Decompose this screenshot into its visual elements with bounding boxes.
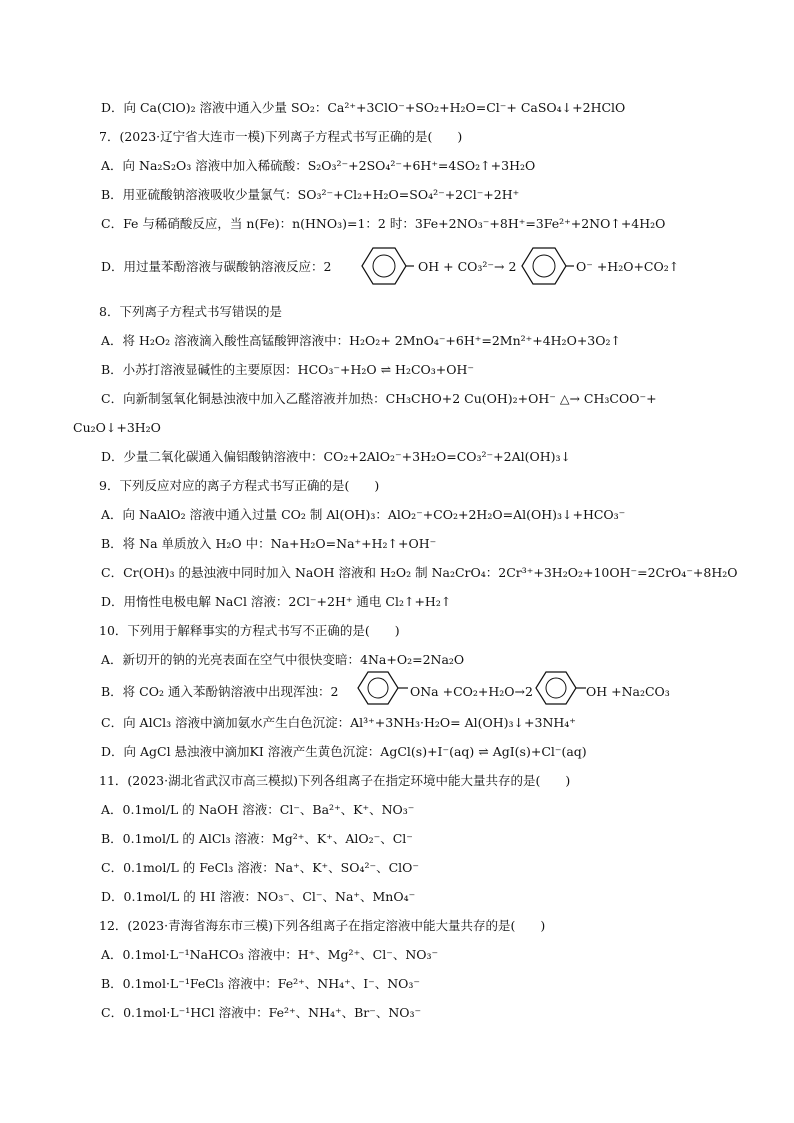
option-7a: A．向 Na₂S₂O₃ 溶液中加入稀硫酸：S₂O₃²⁻+2SO₄²⁻+6H⁺=4SO₂↑+3H₂O — [101, 158, 536, 173]
option-9d: D．用惰性电极电解 NaCl 溶液：2Cl⁻+2H⁺ 通电 Cl₂↑+H₂↑ — [101, 594, 452, 609]
option-10b-mid: ONa +CO₂+H₂O→2 — [410, 684, 533, 699]
option-12a: A．0.1mol·L⁻¹NaHCO₃ 溶液中：H⁺、Mg²⁺、Cl⁻、NO₃⁻ — [101, 947, 439, 962]
option-7d-mid: OH + CO₃²⁻→ 2 — [418, 259, 517, 274]
question-9: 9．下列反应对应的离子方程式书写正确的是( ) — [99, 478, 380, 493]
option-7d-text: D．用过量苯酚溶液与碳酸钠溶液反应：2 — [101, 259, 332, 274]
option-10b-text: B．将 CO₂ 通入苯酚钠溶液中出现浑浊：2 — [101, 684, 339, 699]
option-12b: B．0.1mol·L⁻¹FeCl₃ 溶液中：Fe²⁺、NH₄⁺、I⁻、NO₃⁻ — [101, 976, 421, 991]
option-9b: B．将 Na 单质放入 H₂O 中：Na+H₂O=Na⁺+H₂↑+OH⁻ — [101, 536, 437, 551]
option-11b: B．0.1mol/L 的 AlCl₃ 溶液：Mg²⁺、K⁺、AlO₂⁻、Cl⁻ — [101, 831, 413, 846]
option-8a: A．将 H₂O₂ 溶液滴入酸性高锰酸钾溶液中：H₂O₂+ 2MnO₄⁻+6H⁺=2Mn²⁺+4H₂O+3O₂↑ — [101, 333, 621, 348]
phenol-ring-icon — [528, 669, 588, 707]
option-10d: D．向 AgCl 悬浊液中滴加KI 溶液产生黄色沉淀：AgCl(s)+I⁻(aq) ⇌ AgI(s)+Cl⁻(aq) — [101, 744, 587, 759]
option-9c: C．Cr(OH)₃ 的悬浊液中同时加入 NaOH 溶液和 H₂O₂ 制 Na₂CrO₄：2Cr³⁺+3H₂O₂+10OH⁻=2CrO₄⁻+8H₂O — [101, 565, 738, 580]
question-11: 11．(2023·湖北省武汉市高三模拟)下列各组离子在指定环境中能大量共存的是( ) — [99, 773, 571, 788]
option-9a: A．向 NaAlO₂ 溶液中通入过量 CO₂ 制 Al(OH)₃：AlO₂⁻+CO₂+2H₂O=Al(OH)₃↓+HCO₃⁻ — [101, 507, 626, 522]
option-7c: C．Fe 与稀硝酸反应，当 n(Fe)：n(HNO₃)=1：2 时：3Fe+2NO₃⁻+8H⁺=3Fe²⁺+2NO↑+4H₂O — [101, 216, 666, 231]
option-7b: B．用亚硫酸钠溶液吸收少量氯气：SO₃²⁻+Cl₂+H₂O=SO₄²⁻+2Cl⁻+2H⁺ — [101, 187, 520, 202]
option-8c: C．向新制氢氧化铜悬浊液中加入乙醛溶液并加热：CH₃CHO+2 Cu(OH)₂+OH⁻ △→ CH₃COO⁻+ — [101, 391, 657, 406]
phenoxide-ring-icon — [350, 669, 410, 707]
option-10c: C．向 AlCl₃ 溶液中滴加氨水产生白色沉淀：Al³⁺+3NH₃·H₂O= Al(OH)₃↓+3NH₄⁺ — [101, 715, 576, 730]
option-11d: D．0.1mol/L 的 HI 溶液：NO₃⁻、Cl⁻、Na⁺、MnO₄⁻ — [101, 889, 416, 904]
question-10: 10．下列用于解释事实的方程式书写不正确的是( ) — [99, 623, 400, 638]
option-10a: A．新切开的钠的光亮表面在空气中很快变暗：4Na+O₂=2Na₂O — [101, 652, 465, 667]
option-11a: A．0.1mol/L 的 NaOH 溶液：Cl⁻、Ba²⁺、K⁺、NO₃⁻ — [101, 802, 415, 817]
question-12: 12．(2023·青海省海东市三模)下列各组离子在指定溶液中能大量共存的是( ) — [99, 918, 546, 933]
option-8b: B．小苏打溶液显碱性的主要原因：HCO₃⁻+H₂O ⇌ H₂CO₃+OH⁻ — [101, 362, 475, 377]
option-8c-cont: Cu₂O↓+3H₂O — [73, 420, 161, 435]
question-7: 7．(2023·辽宁省大连市一模)下列离子方程式书写正确的是( ) — [99, 129, 463, 144]
option-6d: D．向 Ca(ClO)₂ 溶液中通入少量 SO₂：Ca²⁺+3ClO⁻+SO₂+H₂O=Cl⁻+ CaSO₄↓+2HClO — [101, 100, 626, 115]
option-10b-end: OH +Na₂CO₃ — [586, 684, 670, 699]
option-11c: C．0.1mol/L 的 FeCl₃ 溶液：Na⁺、K⁺、SO₄²⁻、ClO⁻ — [101, 860, 419, 875]
option-7d-end: O⁻ +H₂O+CO₂↑ — [576, 259, 680, 274]
option-12c: C．0.1mol·L⁻¹HCl 溶液中：Fe²⁺、NH₄⁺、Br⁻、NO₃⁻ — [101, 1005, 422, 1020]
phenoxide-ring-icon — [512, 244, 574, 288]
question-8: 8．下列离子方程式书写错误的是 — [99, 304, 282, 319]
phenol-ring-icon — [352, 244, 414, 288]
option-8d: D．少量二氧化碳通入偏铝酸钠溶液中：CO₂+2AlO₂⁻+3H₂O=CO₃²⁻+2Al(OH)₃↓ — [101, 449, 571, 464]
